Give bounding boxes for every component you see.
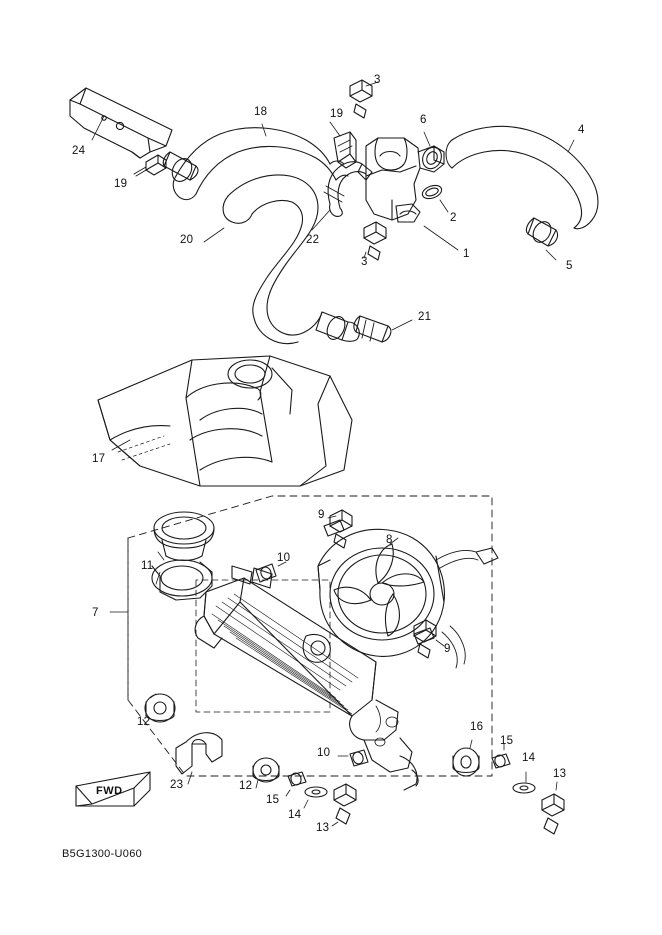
callout-9-upper: 9: [318, 509, 325, 521]
part-14-washer-center: [304, 787, 327, 808]
callout-12-lower: 12: [239, 780, 253, 792]
callout-13-right: 13: [553, 768, 567, 780]
part-14-washer-right: [513, 772, 535, 793]
callout-14-center: 14: [288, 809, 302, 821]
callout-1: 1: [463, 248, 470, 260]
part-9-bolt-lower: [414, 620, 444, 658]
callout-14-right: 14: [522, 752, 536, 764]
part-22-pipe: [312, 162, 372, 230]
part-13-bolt-center: [332, 784, 356, 826]
callout-16: 16: [470, 721, 484, 733]
callout-24: 24: [72, 145, 86, 157]
callout-5: 5: [566, 260, 573, 272]
callout-20: 20: [180, 234, 194, 246]
part-1-thermostat-housing: [366, 138, 458, 250]
callout-6: 6: [420, 114, 427, 126]
callout-11: 11: [141, 560, 154, 572]
part-10-grommet-lower: [338, 750, 368, 766]
callout-15-right: 15: [500, 735, 514, 747]
part-16-bushing-right: [453, 740, 479, 776]
part-13-bolt-right: [542, 782, 564, 834]
part-17-air-duct: [98, 356, 352, 486]
callout-10-lower: 10: [317, 747, 331, 759]
callout-18: 18: [254, 106, 268, 118]
callout-9-lower: 9: [444, 643, 451, 655]
callout-23: 23: [170, 779, 184, 791]
callout-22: 22: [306, 234, 320, 246]
callout-2: 2: [450, 212, 457, 224]
callout-3-lower: 3: [361, 256, 368, 268]
callout-7: 7: [92, 607, 99, 619]
part-19-bolt-left: [134, 155, 166, 176]
part-20-hose: [204, 175, 412, 344]
part-4-hose: [446, 126, 598, 260]
part-3-bolt-lower: [364, 222, 386, 260]
callout-19-center: 19: [330, 108, 344, 120]
part-15-collar-center: [286, 772, 306, 796]
callout-12-left: 12: [137, 716, 151, 728]
callout-13-center: 13: [316, 822, 330, 834]
part-9-bolt-upper: [328, 510, 352, 548]
part-12-mount-lower: [253, 758, 279, 788]
callout-21: 21: [418, 311, 432, 323]
part-7-assembly-outline: [128, 496, 492, 776]
part-24-bracket: [70, 88, 172, 158]
callout-3-upper: 3: [374, 74, 381, 86]
part-15-collar-right: [492, 744, 510, 768]
callout-10-upper: 10: [277, 552, 291, 564]
part-11-radiator-cap: [152, 512, 214, 600]
callout-15-center: 15: [266, 794, 280, 806]
callout-4: 4: [578, 124, 585, 136]
callout-8: 8: [386, 534, 393, 546]
fwd-direction-label: FWD: [96, 785, 123, 797]
callout-19-left: 19: [114, 178, 128, 190]
callout-17: 17: [92, 453, 106, 465]
part-18-hose: [163, 124, 348, 200]
radiator-core: [195, 566, 418, 790]
diagram-part-code: B5G1300-U060: [62, 848, 143, 860]
